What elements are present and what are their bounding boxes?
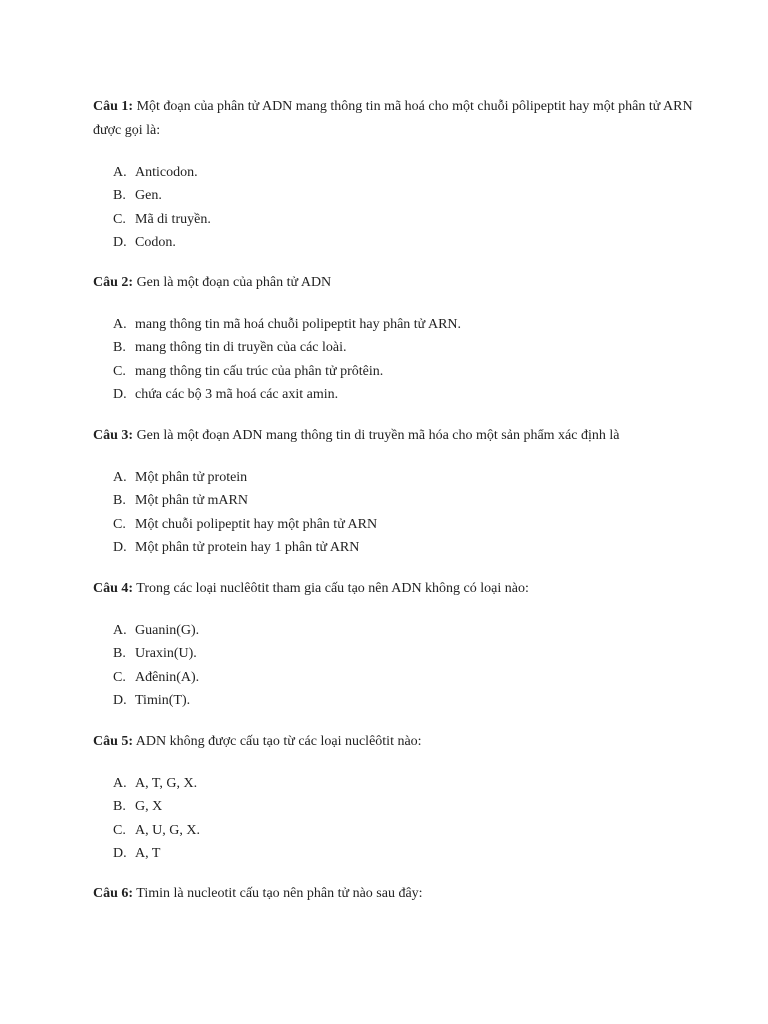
question-1	[93, 95, 693, 254]
question-text	[93, 577, 693, 601]
question-label: Câu 3:	[93, 428, 134, 443]
question-body: Gen là một đoạn ADN mang thông tin di truyền mã hóa cho một sản phẩm xác định là	[133, 428, 620, 443]
option-letter: C.	[113, 822, 126, 838]
question-6	[93, 882, 693, 906]
question-text	[93, 95, 693, 143]
answer-option	[93, 772, 693, 795]
answer-option	[93, 642, 693, 665]
option-letter: A.	[113, 470, 127, 485]
answer-options	[93, 313, 693, 406]
question-body: Gen là một đoạn của phân tử ADN	[133, 275, 332, 290]
question-2	[93, 271, 693, 406]
question-label: Câu 4:	[93, 581, 134, 596]
question-label: Câu 1:	[93, 99, 134, 114]
option-text: Gen.	[135, 188, 162, 204]
option-text: A, U, G, X.	[135, 822, 200, 838]
option-letter: D.	[113, 692, 127, 708]
question-5	[93, 730, 693, 865]
option-letter: C.	[113, 516, 126, 532]
option-text: chứa các bộ 3 mã hoá các axit amin.	[135, 386, 339, 402]
option-text: Codon.	[135, 234, 176, 250]
option-text: Một phân tử protein hay 1 phân tử ARN	[135, 539, 360, 555]
answer-option	[93, 184, 693, 207]
option-text: Một chuỗi polipeptit hay một phân tử ARN	[135, 516, 378, 532]
option-text: Mã di truyền.	[135, 211, 211, 227]
answer-option	[93, 161, 693, 184]
question-text	[93, 424, 693, 448]
answer-option	[93, 689, 693, 712]
question-body: Trong các loại nuclêôtit tham gia cấu tạo nên ADN không có loại nào:	[133, 581, 529, 596]
option-text: Ađênin(A).	[135, 669, 200, 685]
answer-option	[93, 536, 693, 559]
option-letter: D.	[113, 539, 127, 555]
question-body: ADN không được cấu tạo từ các loại nuclêôtit nào:	[133, 734, 422, 749]
answer-option	[93, 842, 693, 865]
question-body: Timin là nucleotit cấu tạo nên phân tử nào sau đây:	[133, 886, 423, 901]
answer-options	[93, 772, 693, 865]
option-letter: D.	[113, 234, 127, 250]
option-letter: C.	[113, 363, 126, 379]
option-letter: B.	[113, 188, 126, 204]
option-letter: C.	[113, 669, 126, 685]
answer-options	[93, 466, 693, 559]
question-text	[93, 730, 693, 754]
option-text: mang thông tin di truyền của các loài.	[135, 340, 347, 356]
question-body: Một đoạn của phân tử ADN mang thông tin mã hoá cho một chuỗi pôlipeptit hay một phân tử ARN được gọi là:	[93, 99, 693, 138]
option-text: Một phân tử protein	[135, 470, 248, 485]
option-letter: B.	[113, 493, 126, 509]
option-letter: B.	[113, 799, 126, 815]
option-letter: A.	[113, 165, 127, 180]
question-text	[93, 882, 693, 906]
answer-option	[93, 466, 693, 489]
answer-option	[93, 489, 693, 512]
option-text: Anticodon.	[135, 165, 198, 180]
question-3	[93, 424, 693, 559]
answer-option	[93, 513, 693, 536]
option-text: mang thông tin mã hoá chuỗi polipeptit hay phân tử ARN.	[135, 317, 462, 332]
answer-option	[93, 383, 693, 406]
option-text: Một phân tử mARN	[135, 493, 248, 509]
option-letter: D.	[113, 845, 127, 861]
answer-options	[93, 161, 693, 254]
answer-option	[93, 360, 693, 383]
option-text: Guanin(G).	[135, 623, 200, 638]
answer-option	[93, 666, 693, 689]
answer-option	[93, 819, 693, 842]
option-text: mang thông tin cấu trúc của phân tử prôtêin.	[135, 363, 384, 379]
option-text: Timin(T).	[135, 692, 191, 708]
question-4	[93, 577, 693, 712]
option-text: A, T	[135, 845, 161, 861]
option-text: A, T, G, X.	[135, 776, 198, 791]
answer-option	[93, 208, 693, 231]
question-label: Câu 2:	[93, 275, 134, 290]
option-letter: C.	[113, 211, 126, 227]
option-text: Uraxin(U).	[135, 646, 197, 662]
option-letter: B.	[113, 646, 126, 662]
option-letter: A.	[113, 317, 127, 332]
option-letter: A.	[113, 776, 127, 791]
question-label: Câu 6:	[93, 886, 134, 901]
answer-options	[93, 619, 693, 712]
answer-option	[93, 313, 693, 336]
answer-option	[93, 231, 693, 254]
answer-option	[93, 619, 693, 642]
question-text	[93, 271, 693, 295]
option-text: G, X	[135, 799, 163, 815]
answer-option	[93, 336, 693, 359]
option-letter: A.	[113, 623, 127, 638]
answer-option	[93, 795, 693, 818]
option-letter: B.	[113, 340, 126, 356]
option-letter: D.	[113, 386, 127, 402]
question-label: Câu 5:	[93, 734, 134, 749]
